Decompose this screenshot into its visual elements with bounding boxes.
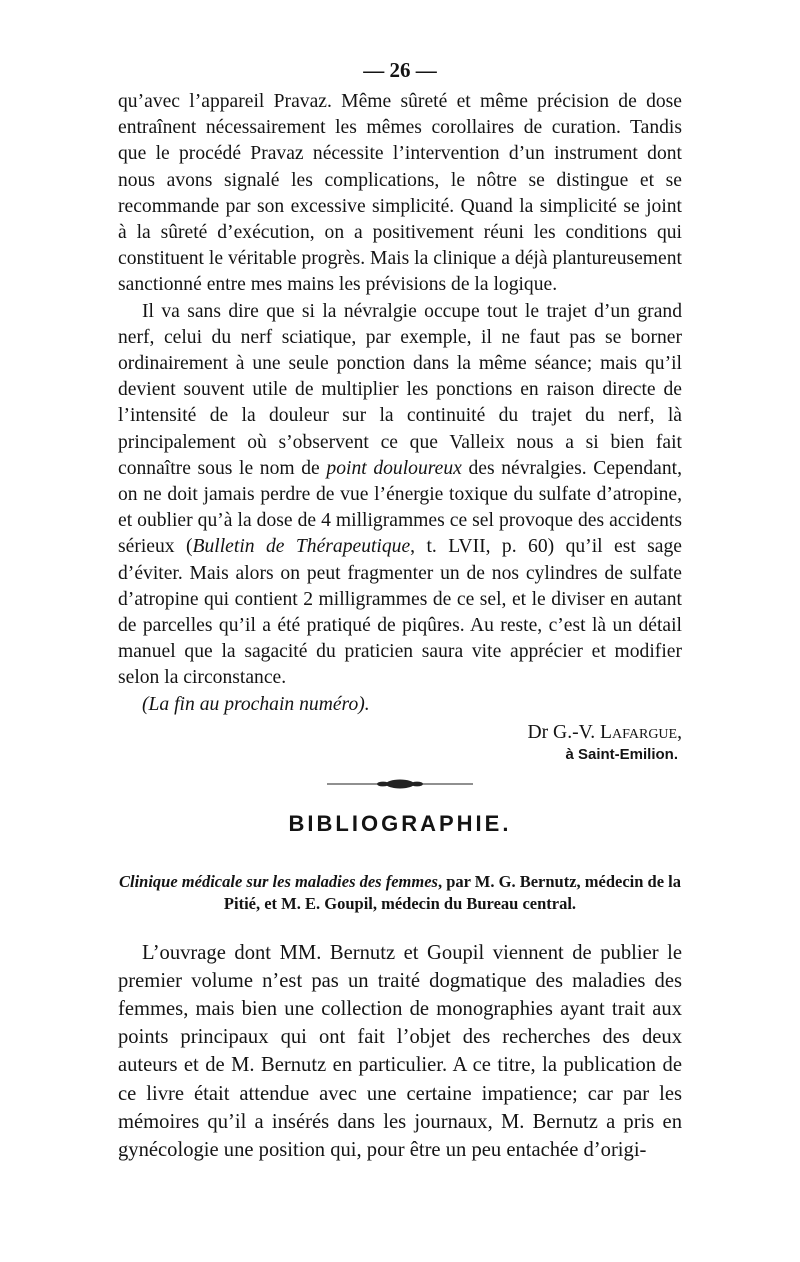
paragraph-2-text-b: des névralgies. Cependant, on ne doit jamais perdre de vue l’énergie toxique du sulfate d’atropine, et oublier qu’à la dose de 4 milligrammes ce sel provoque des accidents sérieux ( xyxy=(118,457,682,558)
review-citation xyxy=(118,871,682,915)
printed-page xyxy=(118,58,682,1164)
italic-term-point-douloureux: point douloureux xyxy=(326,457,462,479)
author-prefix: Dr G.-V. xyxy=(527,721,596,743)
article-paragraph-2 xyxy=(118,299,682,692)
to-be-continued-note: (La fin au prochain numéro). xyxy=(142,693,370,715)
author-signature xyxy=(118,720,682,746)
page-number: — 26 — xyxy=(363,58,437,82)
italic-journal-title: Bulletin de Thérapeutique xyxy=(192,536,411,558)
book-title: Clinique médicale sur les maladies des femmes xyxy=(118,871,438,891)
section-divider-ornament-icon xyxy=(325,777,475,791)
paragraph-2-text-c: , t. LVII, p. 60) qu’il est sage d’éviter. Mais alors on peut fragmenter un de nos cylindres de sulfate d’atropine qui contient 2 milligrammes de ce sel, et le diviser en autant de parcelles qu’il a été pratiqué de piqûres. Au reste, c’est là un détail manuel que la sagacité du praticien saura vite apprécier et modifier selon la circonstance. xyxy=(118,536,682,689)
author-name: Lafargue, xyxy=(600,721,682,743)
paragraph-2-text-a: Il va sans dire que si la névralgie occupe tout le trajet d’un grand nerf, celui du nerf sciatique, par exemple, il ne faut pas se borner ordinairement à une seule ponction dans la même séance; mais qu’il devient souvent utile de multiplier les ponctions en raison directe de l’intensité de la douleur sur la continuité du trajet du nerf, là principalement où s’observent ce que Valleix nous a si bien fait connaître sous le nom de xyxy=(118,300,682,479)
author-place: à Saint-Emilion. xyxy=(565,745,678,763)
citation-rest: , par M. G. Bernutz, médecin de la Pitié, et M. E. Goupil, médecin du Bureau central. xyxy=(223,871,682,913)
review-body: L’ouvrage dont MM. Bernutz et Goupil viennent de publier le premier volume n’est pas un traité dogmatique des maladies des femmes, mais bien une collection de monographies ayant trait aux points principaux qui ont fait l’objet des recherches des deux auteurs et de M. Bernutz en particulier. A ce titre, la publication de ce livre était attendue avec une certaine impatience; car par les mémoires qu’il a insérés dans les journaux, M. Bernutz a pris en gynécologie une position qui, pour être un peu entachée d’origi- xyxy=(118,941,682,1162)
article-paragraph-1: qu’avec l’appareil Pravaz. Même sûreté et même précision de dose entraînent nécessairement les mêmes corollaires de curation. Tandis que le procédé Pravaz nécessite l’intervention d’un instrument dont nous avons signalé les complications, le nôtre se distingue et se recommande par son excessive simplicité. Quand la simplicité se joint à la sûreté d’exécution, on a positivement réuni les conditions qui constituent le véritable progrès. Mais la clinique a déjà plantureusement sanctionné entre mes mains les prévisions de la logique. xyxy=(118,91,682,296)
section-heading: BIBLIOGRAPHIE. xyxy=(288,810,512,836)
